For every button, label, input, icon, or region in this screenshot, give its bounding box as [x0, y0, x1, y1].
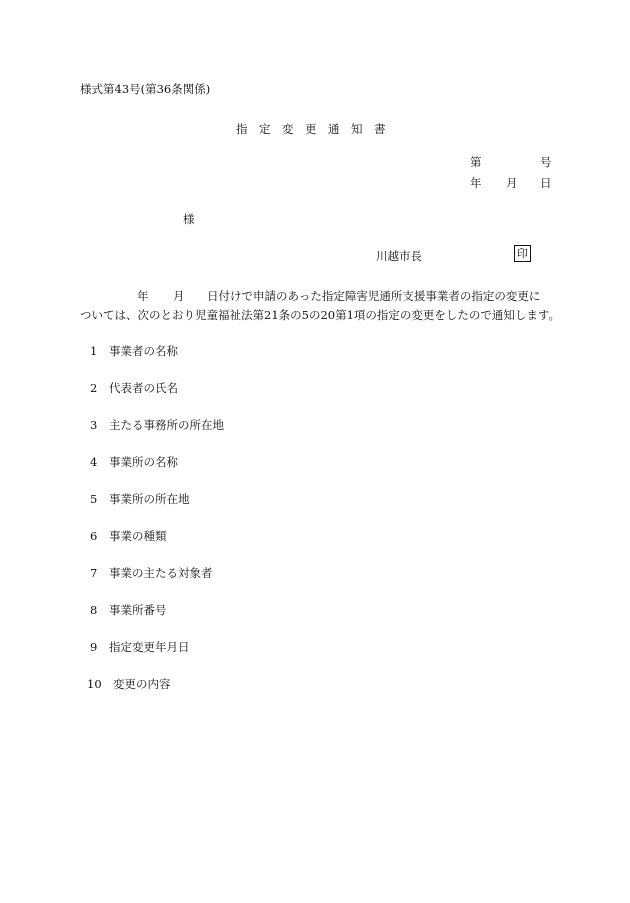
list-item	[90, 343, 178, 359]
number-suffix: 号	[540, 155, 552, 169]
item-number: 4	[90, 455, 98, 469]
list-item	[90, 602, 167, 618]
item-number: 8	[90, 603, 98, 617]
item-label: 変更の内容	[113, 677, 171, 691]
list-item	[90, 454, 178, 470]
item-number: 1	[90, 344, 98, 358]
list-item	[90, 417, 224, 433]
body-line2: ついては、次のとおり児童福祉法第21条の5の20第1項の指定の変更をしたので通知します。	[80, 308, 560, 322]
list-item	[90, 380, 178, 396]
item-number: 3	[90, 418, 98, 432]
date-month: 月	[506, 176, 518, 190]
item-label: 主たる事務所の所在地	[109, 418, 224, 432]
item-label: 事業者の名称	[109, 344, 178, 358]
body-month: 月	[173, 289, 185, 303]
item-number: 10	[87, 677, 102, 691]
item-number: 2	[90, 381, 98, 395]
body-year: 年	[137, 289, 149, 303]
issuer-name: 川越市長	[376, 249, 422, 263]
item-label: 事業の種類	[109, 529, 167, 543]
date-day: 日	[540, 176, 552, 190]
item-number: 7	[90, 566, 98, 580]
item-label: 事業所番号	[109, 603, 167, 617]
item-label: 事業所の所在地	[109, 492, 190, 506]
item-number: 9	[90, 640, 98, 654]
item-label: 代表者の氏名	[109, 381, 178, 395]
date-year: 年	[470, 176, 482, 190]
body-line1: 日付けで申請のあった指定障害児通所支援事業者の指定の変更に	[207, 289, 541, 303]
item-label: 指定変更年月日	[109, 640, 190, 654]
item-label: 事業の主たる対象者	[109, 566, 213, 580]
form-number: 様式第43号(第36条関係)	[80, 82, 211, 96]
item-number: 6	[90, 529, 98, 543]
addressee-suffix: 様	[183, 212, 195, 226]
list-item	[87, 676, 171, 692]
list-item	[90, 639, 190, 655]
item-label: 事業所の名称	[109, 455, 178, 469]
number-prefix: 第	[470, 155, 482, 169]
document-title: 指定変更通知書	[236, 122, 397, 136]
list-item	[90, 528, 167, 544]
item-number: 5	[90, 492, 98, 506]
list-item	[90, 565, 213, 581]
seal-mark: 印	[514, 245, 531, 262]
list-item	[90, 491, 190, 507]
